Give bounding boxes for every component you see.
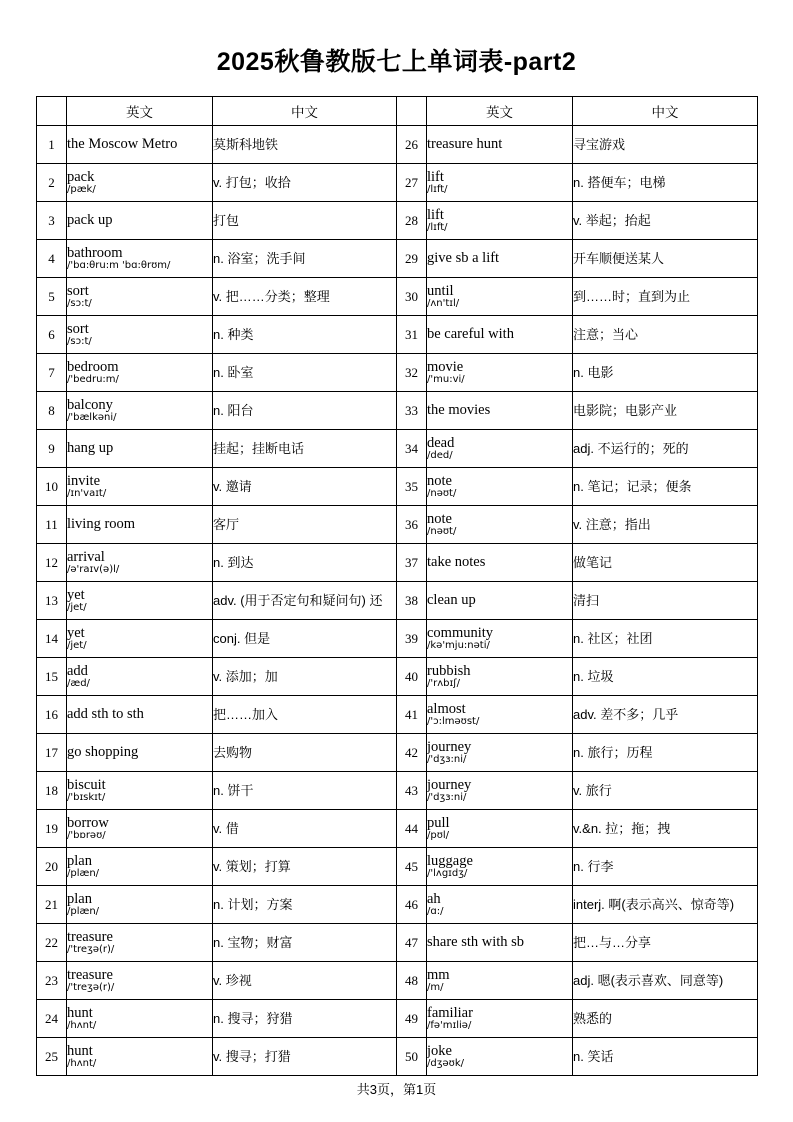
row-number-left: 3 bbox=[37, 202, 67, 240]
chinese-cell-right: 开车顺便送某人 bbox=[573, 240, 758, 278]
header-english-left: 英文 bbox=[67, 97, 213, 126]
english-word: clean up bbox=[427, 591, 476, 608]
row-number-right: 35 bbox=[397, 468, 427, 506]
row-number-left: 25 bbox=[37, 1038, 67, 1076]
phonetic-transcription: /ɪn'vaɪt/ bbox=[67, 488, 107, 500]
phonetic-transcription: /dʒəʊk/ bbox=[427, 1058, 464, 1070]
table-row bbox=[37, 202, 758, 240]
row-number-right: 33 bbox=[397, 392, 427, 430]
phonetic-transcription: /'bælkəni/ bbox=[67, 412, 117, 424]
chinese-cell-left: n. 浴室；洗手间 bbox=[213, 240, 397, 278]
chinese-cell-right: n. 行李 bbox=[573, 848, 758, 886]
english-cell-left bbox=[67, 354, 213, 392]
table-row bbox=[37, 278, 758, 316]
row-number-left: 20 bbox=[37, 848, 67, 886]
table-row bbox=[37, 1000, 758, 1038]
row-number-left: 4 bbox=[37, 240, 67, 278]
row-number-right: 26 bbox=[397, 126, 427, 164]
chinese-cell-right: 清扫 bbox=[573, 582, 758, 620]
phonetic-transcription: /sɔ:t/ bbox=[67, 336, 92, 348]
english-word: note bbox=[427, 510, 452, 527]
row-number-left: 19 bbox=[37, 810, 67, 848]
english-cell-right bbox=[427, 354, 573, 392]
phonetic-transcription: /'bɪskɪt/ bbox=[67, 792, 106, 804]
row-number-left: 10 bbox=[37, 468, 67, 506]
english-cell-left bbox=[67, 848, 213, 886]
chinese-cell-right: v. 举起；抬起 bbox=[573, 202, 758, 240]
english-word: joke bbox=[427, 1042, 452, 1059]
chinese-cell-right: n. 电影 bbox=[573, 354, 758, 392]
english-word: rubbish bbox=[427, 662, 471, 679]
english-cell-left bbox=[67, 506, 213, 544]
chinese-cell-left: 客厅 bbox=[213, 506, 397, 544]
chinese-cell-left: conj. 但是 bbox=[213, 620, 397, 658]
phonetic-transcription: /'treʒə(r)/ bbox=[67, 944, 115, 956]
table-row bbox=[37, 696, 758, 734]
table-row bbox=[37, 316, 758, 354]
row-number-right: 47 bbox=[397, 924, 427, 962]
english-cell-left bbox=[67, 810, 213, 848]
english-word: pack bbox=[67, 168, 95, 185]
row-number-right: 45 bbox=[397, 848, 427, 886]
chinese-cell-right: n. 搭便车；电梯 bbox=[573, 164, 758, 202]
english-cell-right bbox=[427, 544, 573, 582]
chinese-cell-right: 电影院；电影产业 bbox=[573, 392, 758, 430]
table-row bbox=[37, 392, 758, 430]
table-header-row bbox=[37, 97, 758, 126]
table-row bbox=[37, 430, 758, 468]
chinese-cell-left: v. 邀请 bbox=[213, 468, 397, 506]
english-cell-right bbox=[427, 202, 573, 240]
english-word: go shopping bbox=[67, 743, 139, 760]
english-cell-right bbox=[427, 734, 573, 772]
chinese-cell-right: v.&n. 拉；拖；拽 bbox=[573, 810, 758, 848]
chinese-cell-left: 把……加入 bbox=[213, 696, 397, 734]
english-word: almost bbox=[427, 700, 466, 717]
english-word: balcony bbox=[67, 396, 113, 413]
english-word: until bbox=[427, 282, 454, 299]
english-cell-left bbox=[67, 316, 213, 354]
english-word: lift bbox=[427, 168, 444, 185]
english-word: dead bbox=[427, 434, 455, 451]
table-row bbox=[37, 620, 758, 658]
page-title: 2025秋鲁教版七上单词表-part2 bbox=[216, 48, 577, 76]
row-number-right: 36 bbox=[397, 506, 427, 544]
english-word: plan bbox=[67, 890, 92, 907]
phonetic-transcription: /nəʊt/ bbox=[427, 526, 457, 538]
english-cell-right bbox=[427, 582, 573, 620]
table-row bbox=[37, 924, 758, 962]
english-cell-right bbox=[427, 962, 573, 1000]
chinese-cell-left: n. 卧室 bbox=[213, 354, 397, 392]
english-word: community bbox=[427, 624, 494, 641]
english-cell-left bbox=[67, 544, 213, 582]
page-footer: 共3页，第1页 bbox=[356, 1082, 437, 1097]
english-word: yet bbox=[67, 624, 85, 641]
chinese-cell-left: adv. (用于否定句和疑问句) 还 bbox=[213, 582, 397, 620]
english-word: plan bbox=[67, 852, 92, 869]
phonetic-transcription: /sɔ:t/ bbox=[67, 298, 92, 310]
row-number-right: 42 bbox=[397, 734, 427, 772]
row-number-right: 32 bbox=[397, 354, 427, 392]
chinese-cell-left: n. 搜寻；狩猎 bbox=[213, 1000, 397, 1038]
chinese-cell-right: n. 社区；社团 bbox=[573, 620, 758, 658]
table-row bbox=[37, 240, 758, 278]
table-row bbox=[37, 772, 758, 810]
english-word: biscuit bbox=[67, 776, 106, 793]
phonetic-transcription: /'dʒɜ:ni/ bbox=[427, 754, 467, 766]
row-number-right: 34 bbox=[397, 430, 427, 468]
english-cell-left bbox=[67, 164, 213, 202]
english-cell-left bbox=[67, 772, 213, 810]
phonetic-transcription: /pæk/ bbox=[67, 184, 96, 196]
phonetic-transcription: /plæn/ bbox=[67, 868, 100, 880]
english-cell-right bbox=[427, 620, 573, 658]
row-number-left: 24 bbox=[37, 1000, 67, 1038]
row-number-right: 39 bbox=[397, 620, 427, 658]
row-number-left: 7 bbox=[37, 354, 67, 392]
row-number-left: 2 bbox=[37, 164, 67, 202]
english-word: invite bbox=[67, 472, 101, 489]
row-number-left: 11 bbox=[37, 506, 67, 544]
chinese-cell-left: v. 珍视 bbox=[213, 962, 397, 1000]
row-number-left: 12 bbox=[37, 544, 67, 582]
chinese-cell-right: n. 笔记；记录；便条 bbox=[573, 468, 758, 506]
row-number-right: 49 bbox=[397, 1000, 427, 1038]
english-cell-right bbox=[427, 240, 573, 278]
phonetic-transcription: /ɑ:/ bbox=[427, 906, 444, 918]
phonetic-transcription: /ə'raɪv(ə)l/ bbox=[67, 564, 120, 576]
phonetic-transcription: /'mu:vi/ bbox=[427, 374, 465, 386]
chinese-cell-left: v. 添加；加 bbox=[213, 658, 397, 696]
phonetic-transcription: /jet/ bbox=[67, 640, 87, 652]
english-word: note bbox=[427, 472, 452, 489]
english-cell-right bbox=[427, 886, 573, 924]
table-row bbox=[37, 886, 758, 924]
chinese-cell-left: n. 计划；方案 bbox=[213, 886, 397, 924]
english-cell-left bbox=[67, 1038, 213, 1076]
english-word: bathroom bbox=[67, 244, 123, 261]
phonetic-transcription: /'treʒə(r)/ bbox=[67, 982, 115, 994]
english-cell-left bbox=[67, 582, 213, 620]
english-cell-right bbox=[427, 392, 573, 430]
english-cell-left bbox=[67, 430, 213, 468]
row-number-left: 6 bbox=[37, 316, 67, 354]
chinese-cell-right: 做笔记 bbox=[573, 544, 758, 582]
english-word: take notes bbox=[427, 553, 486, 570]
english-word: movie bbox=[427, 358, 464, 375]
chinese-cell-left: v. 打包；收拾 bbox=[213, 164, 397, 202]
phonetic-transcription: /'dʒɜ:ni/ bbox=[427, 792, 467, 804]
header-chinese-right: 中文 bbox=[573, 97, 758, 126]
english-cell-right bbox=[427, 126, 573, 164]
english-word: mm bbox=[427, 966, 450, 983]
phonetic-transcription: /'lʌgɪdʒ/ bbox=[427, 868, 468, 880]
english-word: arrival bbox=[67, 548, 105, 565]
english-cell-right bbox=[427, 696, 573, 734]
english-word: sort bbox=[67, 320, 89, 337]
row-number-right: 31 bbox=[397, 316, 427, 354]
english-cell-left bbox=[67, 468, 213, 506]
phonetic-transcription: /m/ bbox=[427, 982, 444, 994]
row-number-right: 38 bbox=[397, 582, 427, 620]
header-num-right bbox=[397, 97, 427, 126]
row-number-left: 13 bbox=[37, 582, 67, 620]
phonetic-transcription: /kə'mju:nəti/ bbox=[427, 640, 490, 652]
english-word: give sb a lift bbox=[427, 249, 500, 266]
row-number-left: 9 bbox=[37, 430, 67, 468]
row-number-left: 17 bbox=[37, 734, 67, 772]
header-english-right: 英文 bbox=[427, 97, 573, 126]
row-number-right: 44 bbox=[397, 810, 427, 848]
english-cell-left bbox=[67, 886, 213, 924]
table-row bbox=[37, 658, 758, 696]
english-cell-right bbox=[427, 848, 573, 886]
header-chinese-left: 中文 bbox=[213, 97, 397, 126]
row-number-right: 43 bbox=[397, 772, 427, 810]
table-body bbox=[37, 126, 758, 1076]
header-num-left bbox=[37, 97, 67, 126]
english-word: bedroom bbox=[67, 358, 119, 375]
english-cell-right bbox=[427, 772, 573, 810]
english-word: lift bbox=[427, 206, 444, 223]
phonetic-transcription: /plæn/ bbox=[67, 906, 100, 918]
phonetic-transcription: /ded/ bbox=[427, 450, 453, 462]
chinese-cell-right: adj. 不运行的；死的 bbox=[573, 430, 758, 468]
vocabulary-table bbox=[36, 96, 758, 1076]
english-cell-left bbox=[67, 240, 213, 278]
english-word: sort bbox=[67, 282, 89, 299]
english-cell-left bbox=[67, 278, 213, 316]
english-word: treasure hunt bbox=[427, 135, 503, 152]
chinese-cell-right: adv. 差不多；几乎 bbox=[573, 696, 758, 734]
english-word: be careful with bbox=[427, 325, 514, 342]
phonetic-transcription: /'bɑ:θru:m 'bɑ:θrʊm/ bbox=[67, 260, 171, 272]
row-number-left: 5 bbox=[37, 278, 67, 316]
chinese-cell-right: n. 笑话 bbox=[573, 1038, 758, 1076]
row-number-right: 28 bbox=[397, 202, 427, 240]
phonetic-transcription: /æd/ bbox=[67, 678, 90, 690]
english-word: add sth to sth bbox=[67, 705, 144, 722]
english-word: the movies bbox=[427, 401, 491, 418]
table-row bbox=[37, 582, 758, 620]
english-word: pull bbox=[427, 814, 450, 831]
chinese-cell-right: n. 垃圾 bbox=[573, 658, 758, 696]
chinese-cell-right: v. 注意；指出 bbox=[573, 506, 758, 544]
english-cell-right bbox=[427, 506, 573, 544]
table-row bbox=[37, 164, 758, 202]
chinese-cell-left: 打包 bbox=[213, 202, 397, 240]
phonetic-transcription: /'bedru:m/ bbox=[67, 374, 119, 386]
english-cell-right bbox=[427, 278, 573, 316]
phonetic-transcription: /hʌnt/ bbox=[67, 1020, 97, 1032]
chinese-cell-left: v. 策划；打算 bbox=[213, 848, 397, 886]
phonetic-transcription: /'bɒrəʊ/ bbox=[67, 830, 106, 842]
phonetic-transcription: /ʌn'tɪl/ bbox=[427, 298, 460, 310]
phonetic-transcription: /lɪft/ bbox=[427, 222, 448, 234]
chinese-cell-left: n. 饼干 bbox=[213, 772, 397, 810]
row-number-left: 21 bbox=[37, 886, 67, 924]
table-row bbox=[37, 506, 758, 544]
english-word: journey bbox=[427, 738, 472, 755]
english-word: living room bbox=[67, 515, 136, 532]
row-number-left: 1 bbox=[37, 126, 67, 164]
phonetic-transcription: /jet/ bbox=[67, 602, 87, 614]
english-cell-left bbox=[67, 126, 213, 164]
row-number-right: 41 bbox=[397, 696, 427, 734]
chinese-cell-right: 把…与…分享 bbox=[573, 924, 758, 962]
english-cell-left bbox=[67, 202, 213, 240]
row-number-left: 15 bbox=[37, 658, 67, 696]
english-word: pack up bbox=[67, 211, 113, 228]
chinese-cell-right: 到……时；直到为止 bbox=[573, 278, 758, 316]
chinese-cell-left: v. 把……分类；整理 bbox=[213, 278, 397, 316]
row-number-left: 18 bbox=[37, 772, 67, 810]
table-row bbox=[37, 354, 758, 392]
english-word: share sth with sb bbox=[427, 933, 525, 950]
phonetic-transcription: /hʌnt/ bbox=[67, 1058, 97, 1070]
english-word: add bbox=[67, 662, 88, 679]
english-word: luggage bbox=[427, 852, 473, 869]
row-number-right: 37 bbox=[397, 544, 427, 582]
chinese-cell-left: n. 宝物；财富 bbox=[213, 924, 397, 962]
english-cell-left bbox=[67, 734, 213, 772]
phonetic-transcription: /nəʊt/ bbox=[427, 488, 457, 500]
phonetic-transcription: /lɪft/ bbox=[427, 184, 448, 196]
english-word: borrow bbox=[67, 814, 109, 831]
english-cell-left bbox=[67, 392, 213, 430]
english-cell-left bbox=[67, 696, 213, 734]
chinese-cell-right: 注意；当心 bbox=[573, 316, 758, 354]
english-word: hang up bbox=[67, 439, 114, 456]
english-word: journey bbox=[427, 776, 472, 793]
table-row bbox=[37, 734, 758, 772]
english-cell-left bbox=[67, 962, 213, 1000]
phonetic-transcription: /'rʌbɪʃ/ bbox=[427, 678, 460, 690]
row-number-right: 50 bbox=[397, 1038, 427, 1076]
chinese-cell-right: interj. 啊(表示高兴、惊奇等) bbox=[573, 886, 758, 924]
table-row bbox=[37, 848, 758, 886]
english-cell-left bbox=[67, 620, 213, 658]
chinese-cell-left: n. 阳台 bbox=[213, 392, 397, 430]
table-row bbox=[37, 1038, 758, 1076]
english-cell-right bbox=[427, 164, 573, 202]
table-row bbox=[37, 544, 758, 582]
row-number-left: 16 bbox=[37, 696, 67, 734]
table-row bbox=[37, 468, 758, 506]
row-number-left: 22 bbox=[37, 924, 67, 962]
english-cell-left bbox=[67, 924, 213, 962]
english-word: yet bbox=[67, 586, 85, 603]
row-number-right: 48 bbox=[397, 962, 427, 1000]
chinese-cell-left: 挂起；挂断电话 bbox=[213, 430, 397, 468]
chinese-cell-right: 寻宝游戏 bbox=[573, 126, 758, 164]
row-number-right: 27 bbox=[397, 164, 427, 202]
english-cell-right bbox=[427, 1000, 573, 1038]
chinese-cell-right: n. 旅行；历程 bbox=[573, 734, 758, 772]
chinese-cell-left: v. 借 bbox=[213, 810, 397, 848]
row-number-right: 40 bbox=[397, 658, 427, 696]
english-cell-right bbox=[427, 658, 573, 696]
chinese-cell-left: 莫斯科地铁 bbox=[213, 126, 397, 164]
phonetic-transcription: /fə'mɪliə/ bbox=[427, 1020, 472, 1032]
chinese-cell-right: 熟悉的 bbox=[573, 1000, 758, 1038]
chinese-cell-right: adj. 嗯(表示喜欢、同意等) bbox=[573, 962, 758, 1000]
english-word: hunt bbox=[67, 1004, 93, 1021]
english-cell-right bbox=[427, 810, 573, 848]
english-cell-left bbox=[67, 1000, 213, 1038]
chinese-cell-right: v. 旅行 bbox=[573, 772, 758, 810]
english-cell-right bbox=[427, 924, 573, 962]
chinese-cell-left: n. 到达 bbox=[213, 544, 397, 582]
phonetic-transcription: /'ɔ:lməʊst/ bbox=[427, 716, 480, 728]
english-word: hunt bbox=[67, 1042, 93, 1059]
chinese-cell-left: 去购物 bbox=[213, 734, 397, 772]
row-number-left: 23 bbox=[37, 962, 67, 1000]
english-word: familiar bbox=[427, 1004, 473, 1021]
english-cell-left bbox=[67, 658, 213, 696]
row-number-right: 29 bbox=[397, 240, 427, 278]
english-word: treasure bbox=[67, 928, 113, 945]
english-cell-right bbox=[427, 1038, 573, 1076]
english-cell-right bbox=[427, 316, 573, 354]
table-row bbox=[37, 810, 758, 848]
english-word: treasure bbox=[67, 966, 113, 983]
table-row bbox=[37, 126, 758, 164]
english-word: ah bbox=[427, 890, 441, 907]
chinese-cell-left: n. 种类 bbox=[213, 316, 397, 354]
english-cell-right bbox=[427, 430, 573, 468]
english-word: the Moscow Metro bbox=[67, 135, 178, 152]
phonetic-transcription: /pʊl/ bbox=[427, 830, 450, 842]
english-cell-right bbox=[427, 468, 573, 506]
row-number-left: 8 bbox=[37, 392, 67, 430]
table-row bbox=[37, 962, 758, 1000]
row-number-right: 30 bbox=[397, 278, 427, 316]
row-number-left: 14 bbox=[37, 620, 67, 658]
chinese-cell-left: v. 搜寻；打猎 bbox=[213, 1038, 397, 1076]
row-number-right: 46 bbox=[397, 886, 427, 924]
